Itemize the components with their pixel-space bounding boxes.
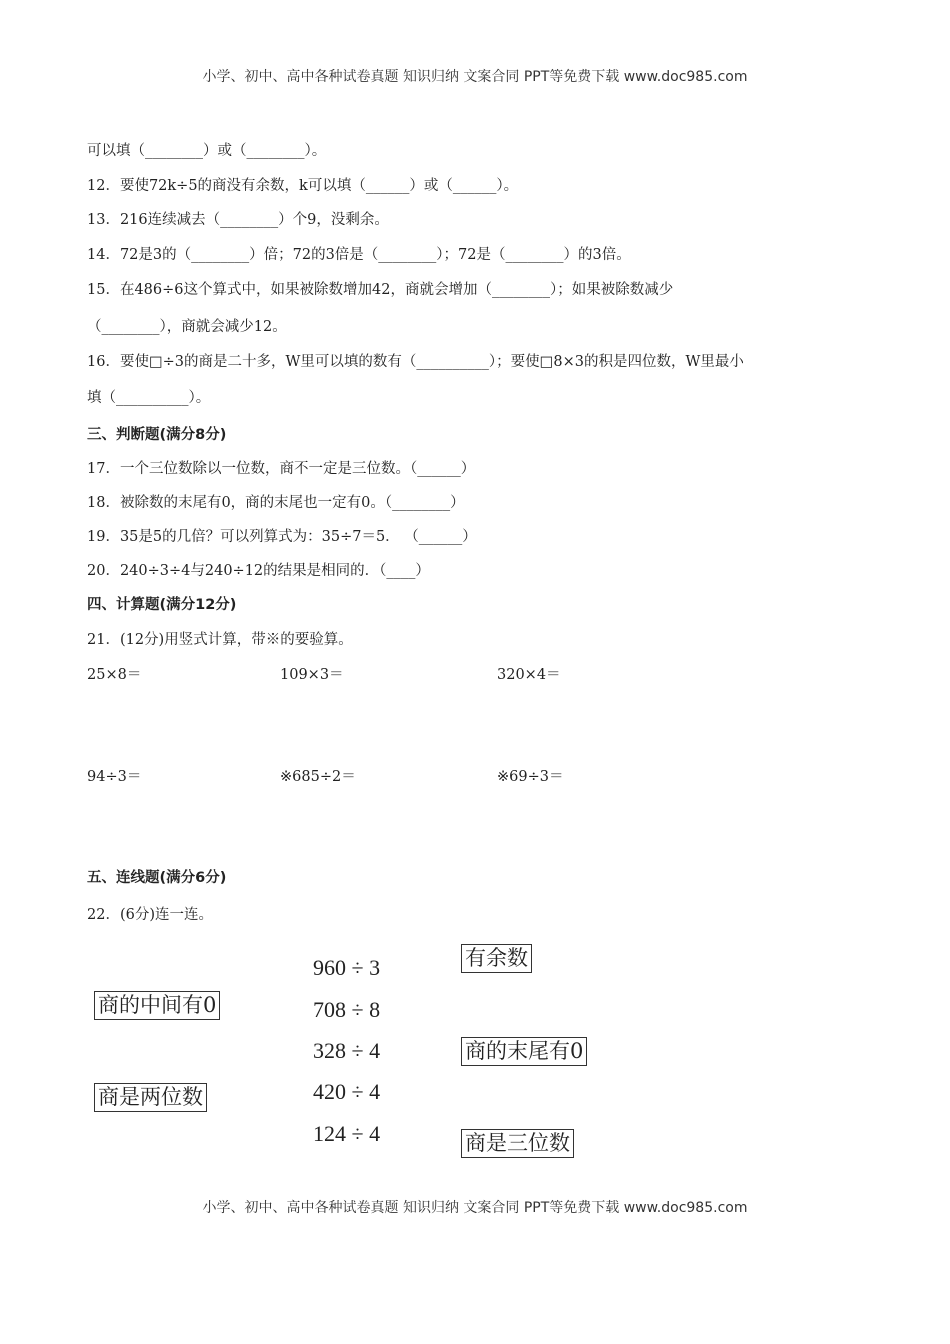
question-14: 14．72是3的（________）倍；72的3倍是（________）；72是（________）的3倍。 — [87, 247, 631, 263]
calc-item: ※69÷3＝ — [497, 769, 564, 785]
match-expression[interactable]: 960 ÷ 3 — [313, 955, 381, 980]
section-4-title: 四、计算题(满分12分) — [87, 597, 237, 613]
match-expression[interactable]: 420 ÷ 4 — [313, 1079, 381, 1104]
question-19: 19．35是5的几倍？可以列算式为：35÷7＝5． （______） — [87, 529, 477, 545]
match-right-box[interactable]: 商是三位数 — [461, 1129, 574, 1158]
calc-item: ※685÷2＝ — [280, 769, 356, 785]
question-16-cont: 填（__________）。 — [87, 390, 211, 406]
calc-item: 94÷3＝ — [87, 769, 142, 785]
match-right-box[interactable]: 商的末尾有0 — [461, 1037, 587, 1066]
question-20: 20．240÷3÷4与240÷12的结果是相同的．（____） — [87, 563, 430, 579]
section-3-title: 三、判断题(满分8分) — [87, 427, 227, 443]
match-expression[interactable]: 708 ÷ 8 — [313, 997, 381, 1022]
question-16: 16．要使□÷3的商是二十多，W里可以填的数有（__________）；要使□8×3的积是四位数，W里最小 — [87, 354, 744, 370]
match-expression[interactable]: 124 ÷ 4 — [313, 1121, 381, 1146]
question-22: 22．(6分)连一连。 — [87, 907, 213, 923]
question-15-cont: （________），商就会减少12。 — [87, 319, 287, 335]
question-12: 12．要使72k÷5的商没有余数，k可以填（______）或（______）。 — [87, 178, 519, 194]
calc-item: 320×4＝ — [497, 667, 561, 683]
section-5-title: 五、连线题(满分6分) — [87, 870, 227, 886]
question-18: 18．被除数的末尾有0，商的末尾也一定有0。（________） — [87, 495, 465, 511]
question-13: 13．216连续减去（________）个9，没剩余。 — [87, 212, 389, 228]
question-11-cont: 可以填（________）或（________）。 — [87, 143, 327, 159]
calc-item: 109×3＝ — [280, 667, 344, 683]
match-left-box[interactable]: 商是两位数 — [94, 1083, 207, 1112]
page-footer: 小学、初中、高中各种试卷真题 知识归纳 文案合同 PPT等免费下载 www.doc985.com — [202, 1200, 748, 1216]
calc-item: 25×8＝ — [87, 667, 142, 683]
page-header: 小学、初中、高中各种试卷真题 知识归纳 文案合同 PPT等免费下载 www.doc985.com — [202, 69, 748, 85]
question-17: 17．一个三位数除以一位数，商不一定是三位数。（______） — [87, 461, 476, 477]
match-expression[interactable]: 328 ÷ 4 — [313, 1038, 381, 1063]
question-15: 15．在486÷6这个算式中，如果被除数增加42，商就会增加（________）；如果被除数减少 — [87, 282, 674, 298]
match-left-box[interactable]: 商的中间有0 — [94, 991, 220, 1020]
match-right-box[interactable]: 有余数 — [461, 944, 532, 973]
question-21: 21．(12分)用竖式计算，带※的要验算。 — [87, 632, 353, 648]
